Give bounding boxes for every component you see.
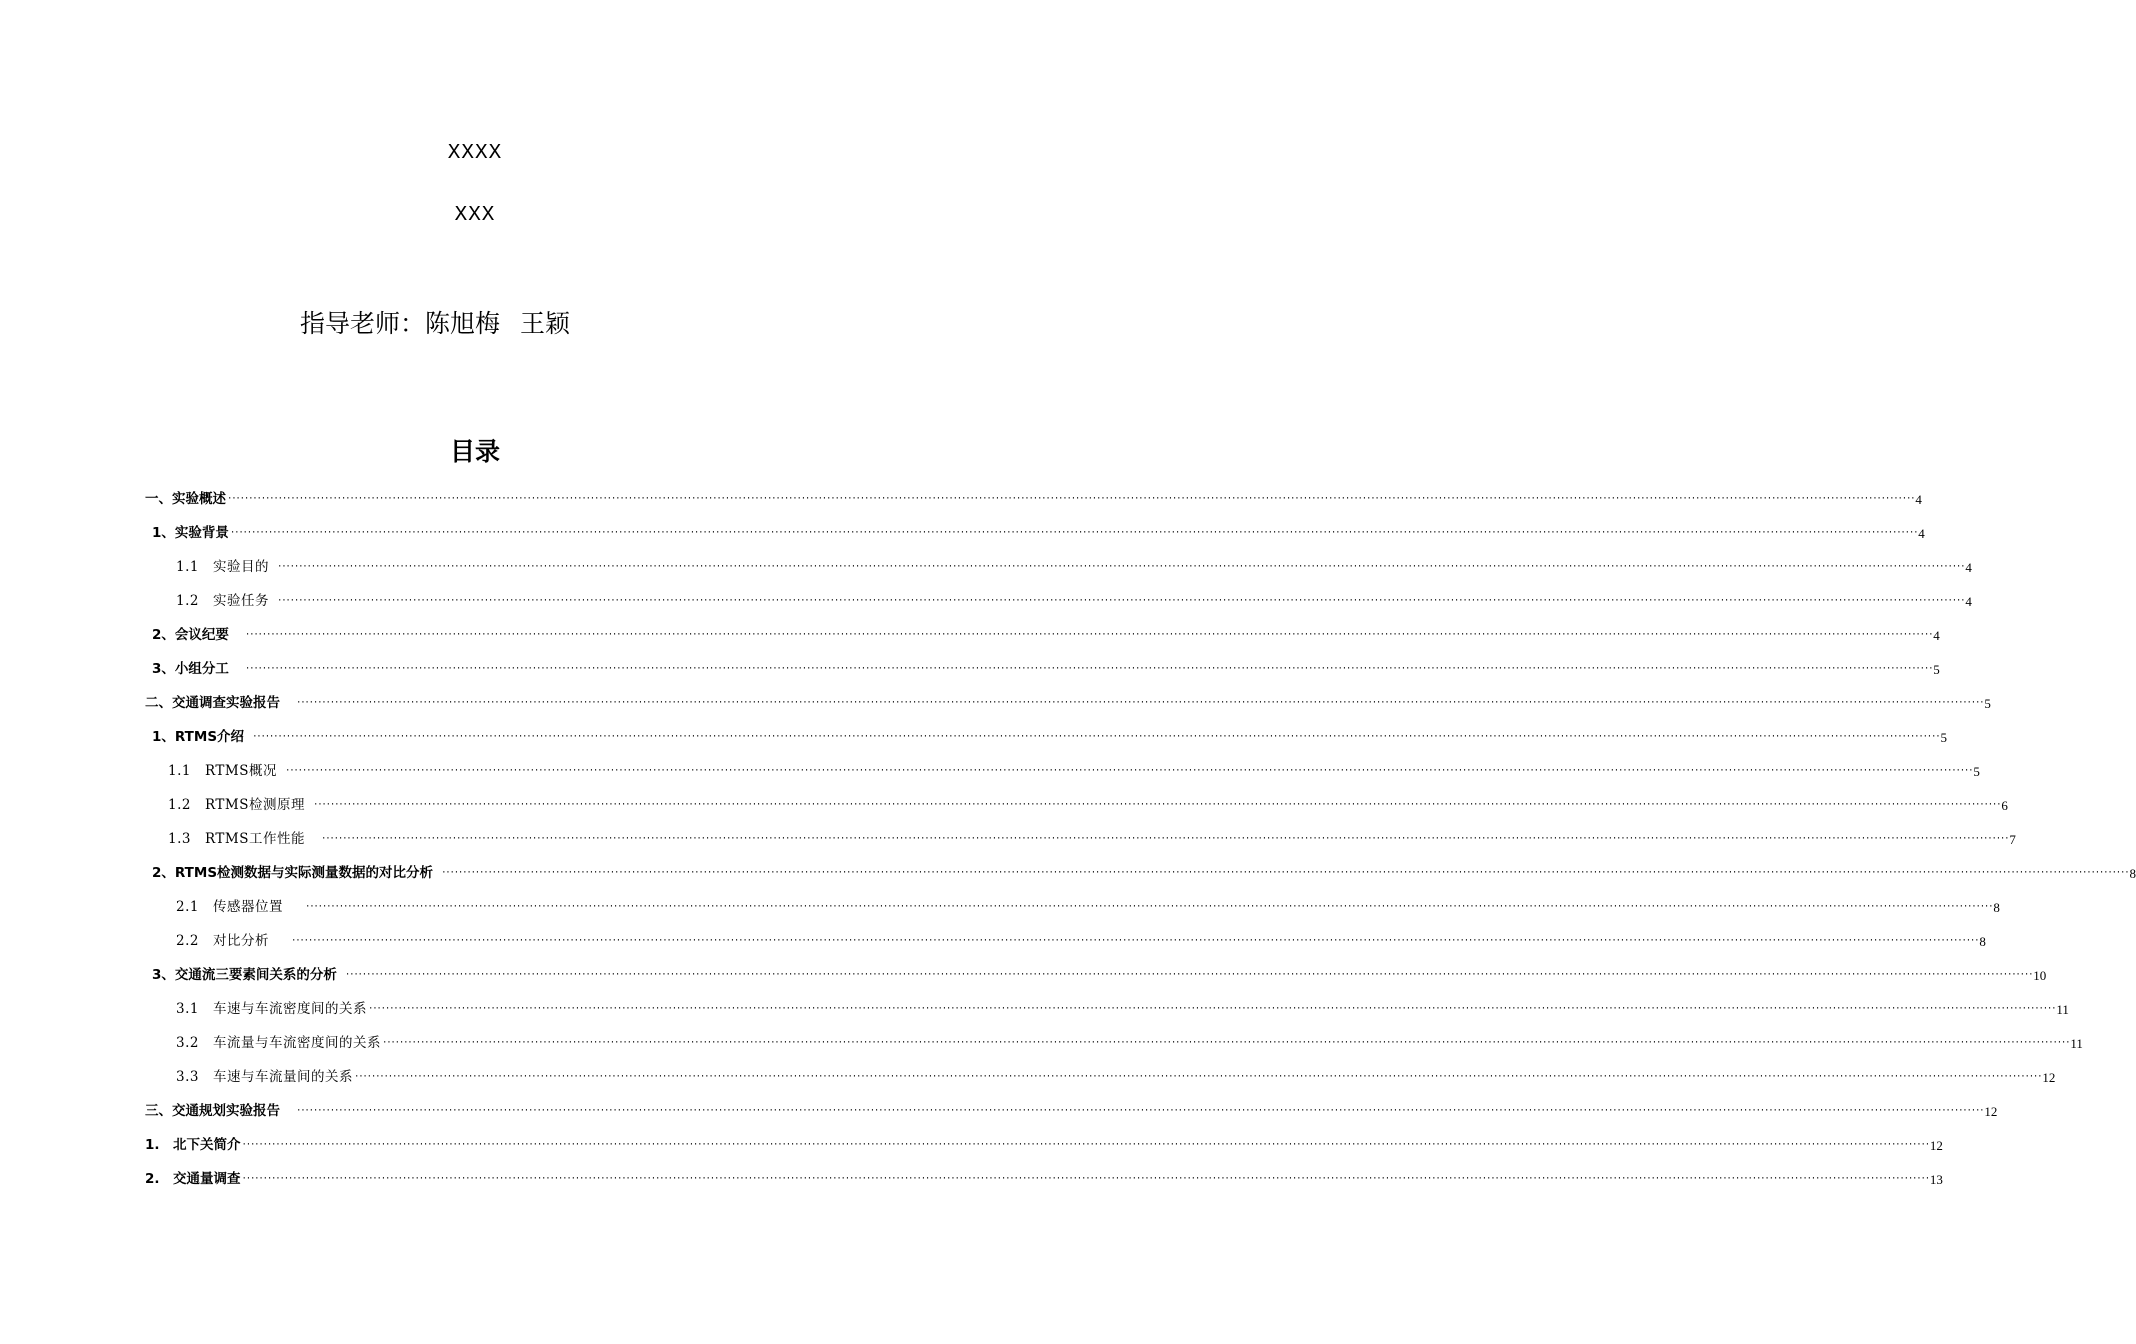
toc-entry[interactable] xyxy=(145,692,1991,712)
toc-leader-dots: ················································································································································································································································································································································································································ xyxy=(367,1004,2056,1014)
toc-entry[interactable] xyxy=(168,828,2016,848)
toc-entry-page: 4 xyxy=(1933,628,1940,643)
toc-entry[interactable] xyxy=(176,930,1986,950)
toc-entry-page: 5 xyxy=(1933,662,1940,677)
toc-entry[interactable] xyxy=(152,522,1925,542)
toc-entry[interactable] xyxy=(145,488,1922,508)
toc-leader-dots: ················································································································································································································································································································································································································ xyxy=(244,630,1933,640)
toc-entry[interactable] xyxy=(176,1066,2056,1086)
toc-entry-label: 3.1 车速与车流密度间的关系 xyxy=(176,1001,367,1017)
toc-leader-dots: ················································································································································································································································································································································································································ xyxy=(276,596,1965,606)
toc-entry[interactable] xyxy=(152,624,1940,644)
toc-title: 目录 xyxy=(449,437,500,466)
toc-entry-label: 3、小组分工 xyxy=(152,661,229,677)
toc-entry[interactable] xyxy=(176,590,1972,610)
toc-entry[interactable] xyxy=(152,658,1940,678)
toc-leader-dots: ················································································································································································································································································································································································································ xyxy=(344,970,2033,980)
toc-entry-page: 11 xyxy=(2070,1036,2083,1051)
toc-entry-page: 7 xyxy=(2009,832,2016,847)
toc-leader-dots: ················································································································································································································································································································································································································ xyxy=(304,902,1993,912)
toc-entry-label: 1.1 RTMS概况 xyxy=(168,763,277,779)
toc-leader-dots: ················································································································································································································································································································································································································ xyxy=(296,1106,1984,1116)
toc-entry-label: 3.3 车速与车流量间的关系 xyxy=(176,1069,353,1085)
toc-entry-page: 6 xyxy=(2001,798,2008,813)
toc-entry-page: 10 xyxy=(2033,968,2047,983)
toc-entry[interactable] xyxy=(176,1032,2083,1052)
toc-entry-page: 4 xyxy=(1965,560,1972,575)
toc-entry-page: 4 xyxy=(1918,526,1925,541)
toc-entry[interactable] xyxy=(152,862,2136,882)
toc-entry-label: 1.1 实验目的 xyxy=(176,559,269,575)
toc-leader-dots: ················································································································································································································································································································································································································ xyxy=(381,1038,2070,1048)
toc-leader-dots: ················································································································································································································································································································································································································ xyxy=(241,1140,1929,1150)
toc-leader-dots: ················································································································································································································································································································································································································ xyxy=(244,664,1933,674)
toc-leader-dots: ················································································································································································································································································································································································································ xyxy=(296,698,1984,708)
toc-entry-page: 8 xyxy=(1979,934,1986,949)
toc-entry-label: 2. 交通量调查 xyxy=(145,1171,241,1187)
toc-entry-page: 12 xyxy=(1929,1138,1943,1153)
toc-leader-dots: ················································································································································································································································································································································································································ xyxy=(353,1072,2042,1082)
toc-entry[interactable] xyxy=(176,896,2000,916)
toc-entry-label: 一、实验概述 xyxy=(145,491,226,507)
toc-entry-page: 8 xyxy=(1993,900,2000,915)
toc-entry[interactable] xyxy=(145,1134,1943,1154)
toc-entry[interactable] xyxy=(168,794,2008,814)
toc-entry-label: 2、RTMS检测数据与实际测量数据的对比分析 xyxy=(152,865,434,881)
toc-entry-page: 11 xyxy=(2056,1002,2069,1017)
toc-entry[interactable] xyxy=(152,726,1947,746)
toc-leader-dots: ················································································································································································································································································································································································································ xyxy=(312,800,2001,810)
advisor-label: 指导老师：陈旭梅 xyxy=(300,309,501,338)
toc-entry-label: 3、交通流三要素间关系的分析 xyxy=(152,967,337,983)
toc-entry-page: 5 xyxy=(1973,764,1980,779)
toc-entry-label: 2.1 传感器位置 xyxy=(176,899,283,915)
toc-leader-dots: ················································································································································································································································································································································································································ xyxy=(320,834,2009,844)
toc-entry-label: 三、交通规划实验报告 xyxy=(145,1103,280,1119)
toc-entry[interactable] xyxy=(145,1100,1998,1120)
toc-entry-page: 4 xyxy=(1965,594,1972,609)
document-title-line-1: XXXX xyxy=(447,142,503,165)
toc-entry-label: 1.3 RTMS工作性能 xyxy=(168,831,305,847)
toc-entry-page: 4 xyxy=(1915,492,1922,507)
toc-entry[interactable] xyxy=(145,1168,1943,1188)
toc-entry-page: 5 xyxy=(1984,696,1991,711)
toc-entry[interactable] xyxy=(152,964,2047,984)
toc-leader-dots: ················································································································································································································································································································································································································ xyxy=(441,868,2129,878)
toc-entry-page: 12 xyxy=(1984,1104,1998,1119)
toc-leader-dots: ················································································································································································································································································································································································································ xyxy=(284,766,1973,776)
toc-entry[interactable] xyxy=(176,998,2069,1018)
toc-entry-label: 二、交通调查实验报告 xyxy=(145,695,280,711)
toc-entry-label: 3.2 车流量与车流密度间的关系 xyxy=(176,1035,381,1051)
toc-entry-page: 12 xyxy=(2042,1070,2056,1085)
toc-entry-label: 2、会议纪要 xyxy=(152,627,229,643)
advisor-name-2: 王颖 xyxy=(520,309,571,338)
toc-entry-label: 1、RTMS介绍 xyxy=(152,729,245,745)
toc-entry-label: 1.2 实验任务 xyxy=(176,593,269,609)
toc-entry-page: 5 xyxy=(1940,730,1947,745)
toc-leader-dots: ················································································································································································································································································································································································································ xyxy=(252,732,1940,742)
toc-leader-dots: ················································································································································································································································································································································································································ xyxy=(229,528,1918,538)
toc-entry-page: 8 xyxy=(2129,866,2136,881)
toc-entry-label: 2.2 对比分析 xyxy=(176,933,269,949)
document-title-line-2: XXX xyxy=(454,204,496,227)
toc-leader-dots: ················································································································································································································································································································································································································ xyxy=(227,494,1915,504)
advisor-line xyxy=(300,304,570,340)
toc-leader-dots: ················································································································································································································································································································································································································ xyxy=(290,936,1979,946)
toc-entry-label: 1. 北下关简介 xyxy=(145,1137,241,1153)
toc-entry-label: 1.2 RTMS检测原理 xyxy=(168,797,305,813)
toc-entry-page: 13 xyxy=(1929,1172,1943,1187)
toc-leader-dots: ················································································································································································································································································································································································································ xyxy=(241,1174,1929,1184)
toc-entry[interactable] xyxy=(176,556,1972,576)
toc-entry[interactable] xyxy=(168,760,1980,780)
toc-entry-label: 1、实验背景 xyxy=(152,525,229,541)
toc-leader-dots: ················································································································································································································································································································································································································ xyxy=(276,562,1965,572)
